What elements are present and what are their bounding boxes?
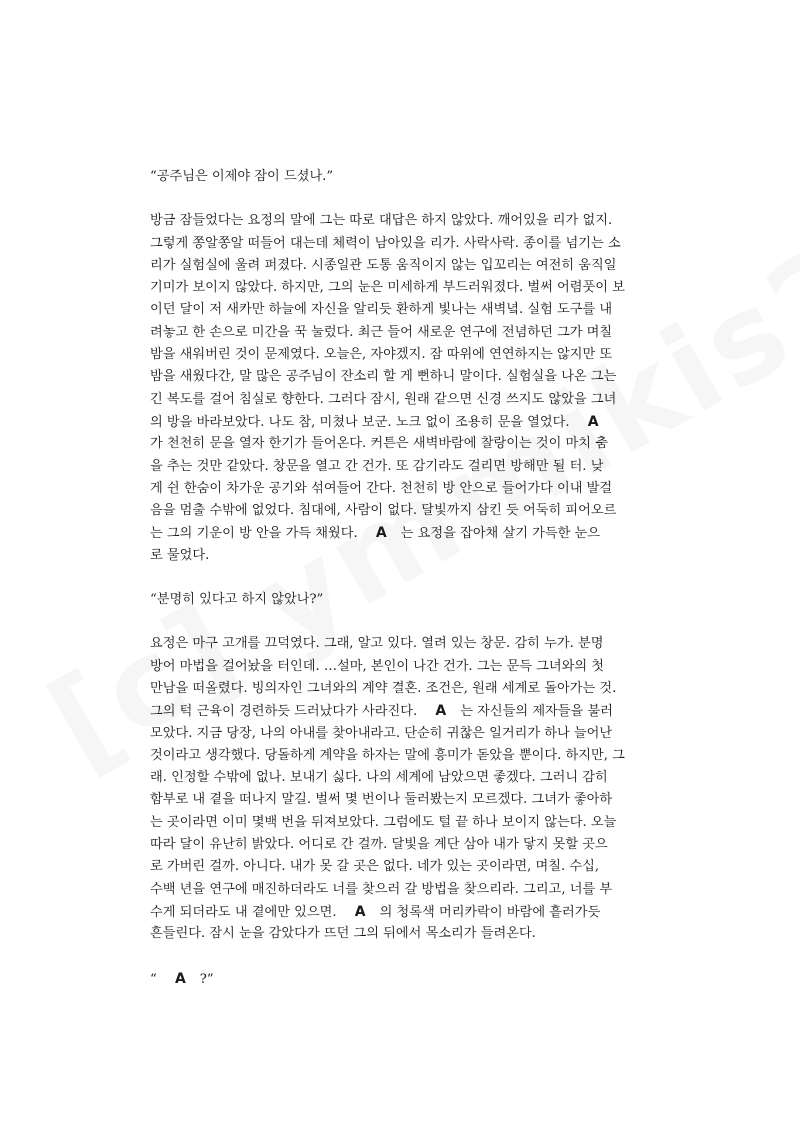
text-line: 것이라고 생각했다. 당돌하게 계약을 하자는 말에 흥미가 돋았을 뿐이다. 하지만, 그 [150, 747, 625, 763]
text-fragment: 는 자신들의 제자들을 불러 [460, 704, 613, 720]
text-line: 모았다. 지금 당장, 나의 아내를 찾아내라고. 단순히 귀찮은 일거리가 하나 늘어난 [150, 725, 613, 741]
text-line: 는 곳이라면 이미 몇백 번을 뒤져보았다. 그럼에도 털 끝 하나 보이지 않는다. 오늘 [150, 814, 617, 830]
text-line [150, 968, 650, 990]
text-line: 그렇게 쫑알쫑알 떠들어 대는데 체력이 남아있을 리가. 사락사락. 종이를 넘기는 소 [150, 235, 621, 251]
text-fragment: 는 그의 기운이 방 안을 가득 채웠다. [150, 526, 362, 542]
text-fragment: “ [150, 971, 161, 987]
text-fragment: 의 청록색 머리카락이 바람에 흩러가듯 [379, 904, 601, 920]
text-line: 게 쉰 한숨이 차가운 공기와 섞여들어 간다. 천천히 방 안으로 들어가다 이내 발걸 [150, 480, 613, 496]
text-line [150, 522, 650, 544]
text-line: 리가 실험실에 울려 퍼졌다. 시종일관 도통 움직이지 않는 입꼬리는 여전히 움직일 [150, 257, 617, 273]
name-glyph: A [587, 413, 599, 430]
name-glyph: A [435, 703, 447, 720]
text-fragment: ?” [199, 971, 214, 987]
text-line: 밤을 새워버린 것이 문제였다. 오늘은, 자야겠지. 잠 따위에 연연하지는 않지만 또 [150, 347, 613, 363]
paragraph [150, 633, 650, 945]
paragraph [150, 589, 650, 611]
paragraph [150, 210, 650, 567]
name-glyph: A [354, 903, 366, 920]
text-line: 을 추는 것만 같았다. 창문을 열고 간 건가. 또 감기라도 걸리면 방해만 될 터. 낮 [150, 458, 604, 474]
text-line: 따라 달이 유난히 밝았다. 어디로 간 걸까. 달빛을 계단 삼아 내가 닿지 못할 곳으 [150, 837, 608, 853]
text-fragment: 그의 턱 근육이 경련하듯 드러났다가 사라진다. [150, 704, 422, 720]
text-line [150, 700, 650, 722]
text-line [150, 411, 650, 433]
text-line: 래. 인정할 수밖에 없나. 보내기 싫다. 나의 세계에 남았으면 좋겠다. 그러니 감히 [150, 770, 608, 786]
paragraph [150, 166, 650, 188]
text-line: 요정은 마구 고개를 끄덕였다. 그래, 알고 있다. 열려 있는 창문. 감히 누가. 분명 [150, 636, 604, 652]
text-line: 려놓고 한 손으로 미간을 꾹 눌렀다. 최근 들어 새로운 연구에 전념하던 그가 며칠 [150, 324, 613, 340]
text-line: 방금 잠들었다는 요정의 말에 그는 따로 대답은 하지 않았다. 깨어있을 리가 없지. [150, 213, 613, 229]
text-line: 밤을 새웠다간, 말 많은 공주님이 잔소리 할 게 뻔하니 말이다. 실험실을 나온 그는 [150, 369, 617, 385]
text-line: 만남을 떠올렸다. 빙의자인 그녀와의 계약 결혼. 조건은, 원래 세계로 돌아가는 것. [150, 680, 617, 696]
paragraph [150, 968, 650, 990]
text-line: 로 물었다. [150, 547, 210, 563]
text-fragment: 는 요정을 잡아채 살기 가득한 눈으 [400, 526, 601, 542]
text-line: 가 천천히 문을 열자 한기가 들어온다. 커튼은 새벽바람에 찰랑이는 것이 마치 춤 [150, 436, 608, 452]
name-glyph: A [174, 970, 186, 987]
name-glyph: A [375, 525, 387, 542]
text-line: 함부로 내 곁을 떠나지 말길. 벌써 몇 번이나 둘러봤는지 모르겠다. 그녀가 좋아하 [150, 792, 613, 808]
text-line: 로 가버린 걸까. 아니다. 내가 못 갈 곳은 없다. 네가 있는 곳이라면, 며칠. 수십, [150, 859, 600, 875]
text-line: 음을 멈출 수밖에 없었다. 침대에, 사람이 없다. 달빛까지 삼킨 듯 어둑히 피어오르 [150, 503, 617, 519]
text-fragment: 수게 되더라도 내 곁에만 있으면. [150, 904, 341, 920]
text-line: “분명히 있다고 하지 않았나?” [150, 592, 324, 608]
text-line: 흔들린다. 잠시 눈을 감았다가 뜨던 그의 뒤에서 목소리가 들려온다. [150, 926, 536, 942]
text-line: “공주님은 이제야 잠이 드셨나.” [150, 169, 334, 184]
text-line: 방어 마법을 걸어놨을 터인데. …설마, 본인이 나간 건가. 그는 문득 그녀와의 첫 [150, 658, 605, 674]
text-line: 긴 복도를 걸어 침실로 향한다. 그러다 잠시, 원래 같으면 신경 쓰지도 않았을 그녀 [150, 391, 617, 407]
text-line: 수백 년을 연구에 매진하더라도 너를 찾으러 갈 방법을 찾으리라. 그리고, 너를 부 [150, 881, 613, 897]
text-line: 기미가 보이지 않았다. 하지만, 그의 눈은 미세하게 부드러워졌다. 벌써 어렴풋이 보 [150, 280, 625, 296]
text-line [150, 901, 650, 923]
document-body [150, 166, 650, 990]
text-fragment: 의 방을 바라보았다. 나도 참, 미쳤나 보군. 노크 없이 조용히 문을 열었다. [150, 414, 574, 430]
text-line: 이던 달이 저 새카만 하늘에 자신을 알리듯 환하게 빛나는 새벽녘. 실험 도구를 내 [150, 302, 613, 318]
